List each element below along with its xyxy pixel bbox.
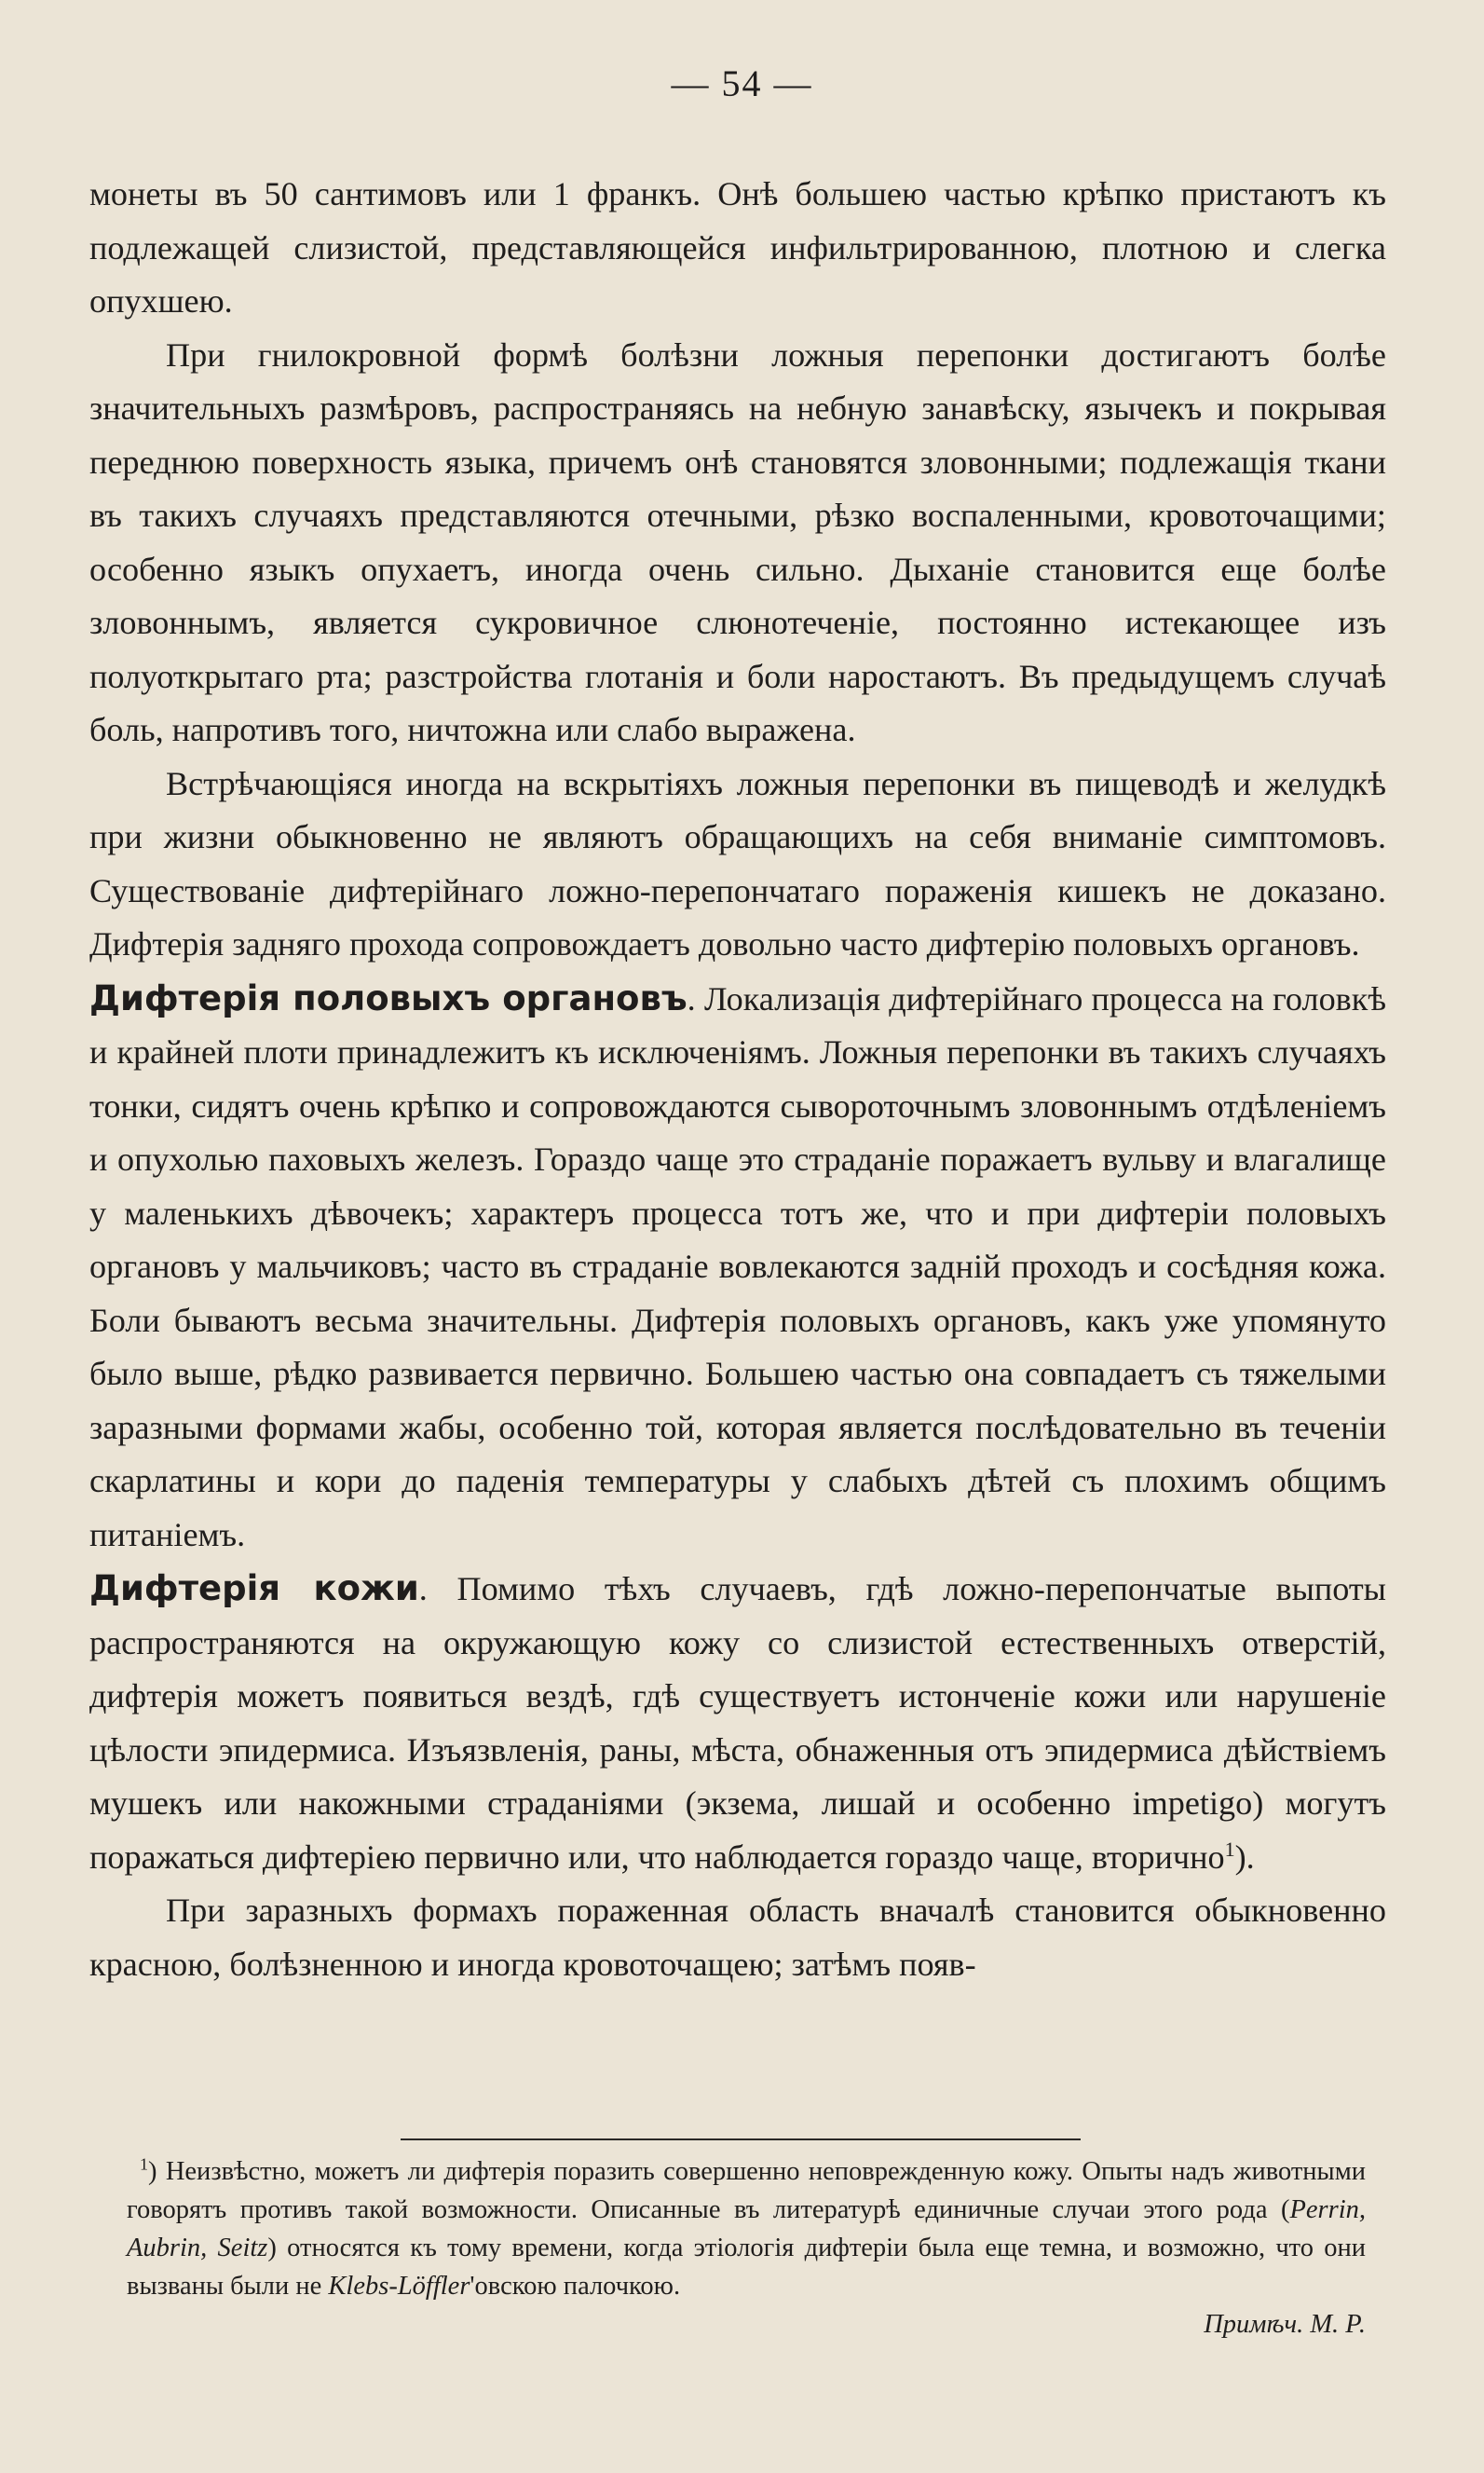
paragraph-1: монеты въ 50 сантимовъ или 1 франкъ. Онѣ большею частью крѣпко пристаютъ къ подлежащей слизистой, представляющейся инфильтрированною, плотною и слегка опухшею.: [89, 175, 1386, 320]
paragraph-3: Встрѣчающіяся иногда на вскрытіяхъ ложныя перепонки въ пищеводѣ и желудкѣ при жизни обыкновенно не являютъ обращающихъ на себя вниманіе симптомовъ. Существованіе дифтерійнаго ложно-перепончатаго пораженія кишекъ не доказано. Дифтерія задняго прохода сопровождаетъ довольно часто дифтерію половыхъ органовъ.: [89, 764, 1386, 963]
section-heading-skin: Дифтерія кожи: [89, 1568, 419, 1608]
footnote-text-b: ) относятся къ тому времени, когда этіологія дифтеріи была еще темна, и возможно, что они вызваны были не: [127, 2234, 1366, 2301]
footnote-signature: Примѣч. М. Р.: [1204, 2310, 1366, 2339]
footnote-text-c: 'овскою палочкою.: [470, 2272, 681, 2301]
paragraph-4-text: . Локализація дифтерійнаго процесса на головкѣ и крайней плоти принадлежитъ къ исключеніямъ. Ложныя перепонки въ такихъ случаяхъ тонки, сидятъ очень крѣпко и сопровождаются сывороточнымъ зловоннымъ отдѣленіемъ и опухолью паховыхъ железъ. Гораздо чаще это страданіе поражаетъ вульву и влагалище у маленькихъ дѣвочекъ; характеръ процесса тотъ же, что и при дифтеріи половыхъ органовъ у мальчиковъ; часто въ страданіе вовлекаются задній проходъ и сосѣдняя кожа. Боли бываютъ весьма значительны. Дифтерія половыхъ органовъ, какъ уже упомянуто было выше, рѣдко развивается первично. Большею частью она совпадаетъ съ тяжелыми заразными формами жабы, особенно той, которая является послѣдовательно въ теченіи скарлатины и кори до паденія температуры у слабыхъ дѣтей съ плохимъ общимъ питаніемъ.: [89, 979, 1386, 1553]
footnote: [127, 2152, 1366, 2343]
footnote-marker: 1: [140, 2154, 148, 2174]
body-text: [89, 168, 1386, 1991]
footnote-text-a: ) Неизвѣстно, можетъ ли дифтерія поразить совершенно неповрежденную кожу. Опыты надъ животными говорятъ противъ такой возможности. Описанные въ литературѣ единичные случаи этого рода (: [127, 2157, 1366, 2224]
footnote-name: Klebs-Löffler: [328, 2272, 470, 2301]
paragraph-2: При гнилокровной формѣ болѣзни ложныя перепонки достигаютъ болѣе значительныхъ размѣровъ, распространяясь на небную занавѣску, язычекъ и покрывая переднюю поверхность языка, причемъ онѣ становятся зловонными; подлежащія ткани въ такихъ случаяхъ представляются отечными, рѣзко воспаленными, кровоточащими; особенно языкъ опухаетъ, иногда очень сильно. Дыханіе становится еще болѣе зловоннымъ, является сукровичное слюнотеченіе, постоянно истекающее изъ полуоткрытаго рта; разстройства глотанія и боли наростаютъ. Въ предыдущемъ случаѣ боль, напротивъ того, ничтожна или слабо выражена.: [89, 335, 1386, 748]
footnote-reference: 1: [1224, 1837, 1235, 1861]
footnote-authors: Perrin, Aubrin, Seitz: [127, 2195, 1366, 2262]
page-number: — 54 —: [671, 62, 813, 104]
paragraph-5-text: . Помимо тѣхъ случаевъ, гдѣ ложно-перепончатые выпоты распространяются на окружающую кожу со слизистой естественныхъ отверстій, дифтерія можетъ появиться вездѣ, гдѣ существуетъ истонченіе кожи или нарушеніе цѣлости эпидермиса. Изъязвленія, раны, мѣста, обнаженныя отъ эпидермиса дѣйствіемъ мушекъ или накожными страданіями (экзема, лишай и особенно impetigo) могутъ поражаться дифтеріею первично или, что наблюдается гораздо чаще, вторично: [89, 1570, 1386, 1876]
paragraph-5-end: ).: [1234, 1838, 1255, 1876]
section-heading-genital: Дифтерія половыхъ органовъ: [89, 977, 688, 1018]
paragraph-5: [89, 1562, 1386, 1884]
paragraph-4: [89, 972, 1386, 1563]
paragraph-6: При заразныхъ формахъ пораженная область вначалѣ становится обыкновенно красною, болѣзненною и иногда кровоточащею; затѣмъ появ-: [89, 1892, 1386, 1983]
footnote-signature-line: [127, 2305, 1366, 2343]
footnote-divider: [401, 2138, 1081, 2140]
footnote-text: [127, 2152, 1366, 2305]
